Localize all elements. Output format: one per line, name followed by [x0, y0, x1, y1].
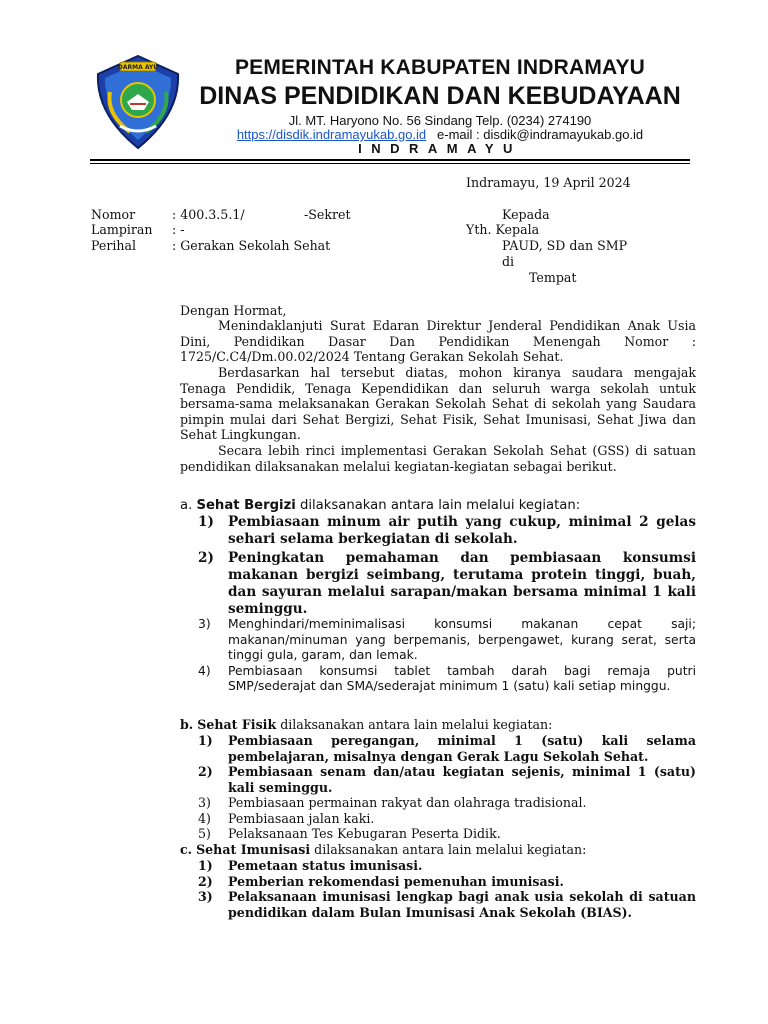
letter-date: Indramayu, 19 April 2024: [466, 175, 631, 190]
lampiran-value: : -: [172, 222, 185, 237]
section-a-list-cont: [198, 617, 696, 695]
recipient-di: di: [502, 254, 515, 269]
list-item: 4) Pembiasaan konsumsi tablet tambah darah bagi remaja putri SMP/sederajat dan SMA/sederajat minimum 1 (satu) kali setiap minggu.: [198, 663, 696, 693]
list-item: 3) Pelaksanaan imunisasi lengkap bagi anak usia sekolah di satuan pendidikan dalam Bulan Imunisasi Anak Sekolah (BIAS).: [198, 889, 696, 920]
paragraph-2: Berdasarkan hal tersebut diatas, mohon kiranya saudara mengajak Tenaga Pendidik, Tenaga Kependidikan dan seluruh warga sekolah untuk bersama-sama melaksanakan Gerakan Sekolah Sehat di sekolah yang Saudara pimpin mulai dari Sehat Bergizi, Sehat Fisik, Sehat Imunisasi, Sehat Jiwa dan Sehat Lingkungan.: [180, 365, 696, 442]
section-a-heading: a. Sehat Bergizi dilaksanakan antara lain melalui kegiatan:: [180, 498, 581, 513]
section-b-heading: b. Sehat Fisik dilaksanakan antara lain melalui kegiatan:: [180, 717, 553, 732]
nomor-value: : 400.3.5.1/: [172, 207, 245, 222]
letterhead-rule-thin: [90, 163, 690, 164]
letterhead-city: INDRAMAYU: [358, 141, 522, 156]
section-c-heading: c. Sehat Imunisasi dilaksanakan antara lain melalui kegiatan:: [180, 842, 587, 857]
greeting: Dengan Hormat,: [180, 303, 287, 318]
letterhead-rule-thick: [90, 159, 690, 161]
website-link[interactable]: https://disdik.indramayukab.go.id: [236, 127, 427, 142]
list-item: 1) Pemetaan status imunisasi.: [198, 858, 423, 873]
list-item: 3) Menghindari/meminimalisasi konsumsi makanan cepat saji; makanan/minuman yang berpemanis, berpengawet, kurang serat, serta tinggi gula, garam, dan lemak.: [198, 617, 696, 662]
section-a-list: [198, 514, 696, 618]
recipient-yth: Yth. Kepala: [466, 222, 540, 237]
list-item: 2) Pemberian rekomendasi pemenuhan imunisasi.: [198, 873, 564, 889]
recipient-kepada: Kepada: [502, 207, 550, 222]
nomor-label: Nomor: [91, 207, 136, 222]
letterhead-agency: DINAS PENDIDIKAN DAN KEBUDAYAAN: [199, 82, 681, 110]
list-item: 2) Pembiasaan senam dan/atau kegiatan sejenis, minimal 1 (satu) kali seminggu.: [198, 764, 696, 795]
section-c-list: [198, 858, 696, 920]
paragraph-1: Menindaklanjuti Surat Edaran Direktur Jenderal Pendidikan Anak Usia Dini, Pendidikan Dasar Dan Pendidikan Menengah Nomor : 1725/C.C4/Dm.00.02/2024 Tentang Gerakan Sekolah Sehat.: [180, 318, 696, 364]
list-item: 5) Pelaksanaan Tes Kebugaran Peserta Didik.: [198, 826, 501, 841]
list-item: 3) Pembiasaan permainan rakyat dan olahraga tradisional.: [198, 795, 587, 810]
regency-emblem-logo: [90, 52, 186, 152]
section-b-list: [198, 733, 696, 842]
letterhead-contact: [190, 127, 690, 142]
recipient-unit: PAUD, SD dan SMP: [502, 238, 628, 253]
letterhead-address: Jl. MT. Haryono No. 56 Sindang Telp. (0234) 274190: [288, 113, 592, 128]
list-item: 2) Peningkatan pemahaman dan pembiasaan konsumsi makanan bergizi seimbang, terutama protein tinggi, buah, dan sayuran melalui sarapan/makan bersama minimal 1 kali seminggu.: [198, 550, 696, 617]
nomor-suffix: -Sekret: [304, 207, 351, 222]
list-item: 1) Pembiasaan minum air putih yang cukup, minimal 2 gelas sehari selama berkegiatan di sekolah.: [198, 514, 696, 547]
perihal-value: : Gerakan Sekolah Sehat: [172, 238, 331, 253]
logo-banner-text: DARMA AYU: [117, 64, 159, 71]
perihal-label: Perihal: [91, 238, 137, 253]
recipient-tempat: Tempat: [529, 270, 577, 285]
email-text: e-mail : disdik@indramayukab.go.id: [437, 127, 644, 142]
paragraph-3: Secara lebih rinci implementasi Gerakan Sekolah Sehat (GSS) di satuan pendidikan dilaksanakan melalui kegiatan-kegiatan sebagai berikut.: [180, 443, 696, 474]
letterhead-government: PEMERINTAH KABUPATEN INDRAMAYU: [234, 56, 646, 79]
list-item: 4) Pembiasaan jalan kaki.: [198, 810, 375, 826]
lampiran-label: Lampiran: [91, 222, 153, 237]
list-item: 1) Pembiasaan peregangan, minimal 1 (satu) kali selama pembelajaran, misalnya dengan Gerak Lagu Sekolah Sehat.: [198, 733, 696, 764]
